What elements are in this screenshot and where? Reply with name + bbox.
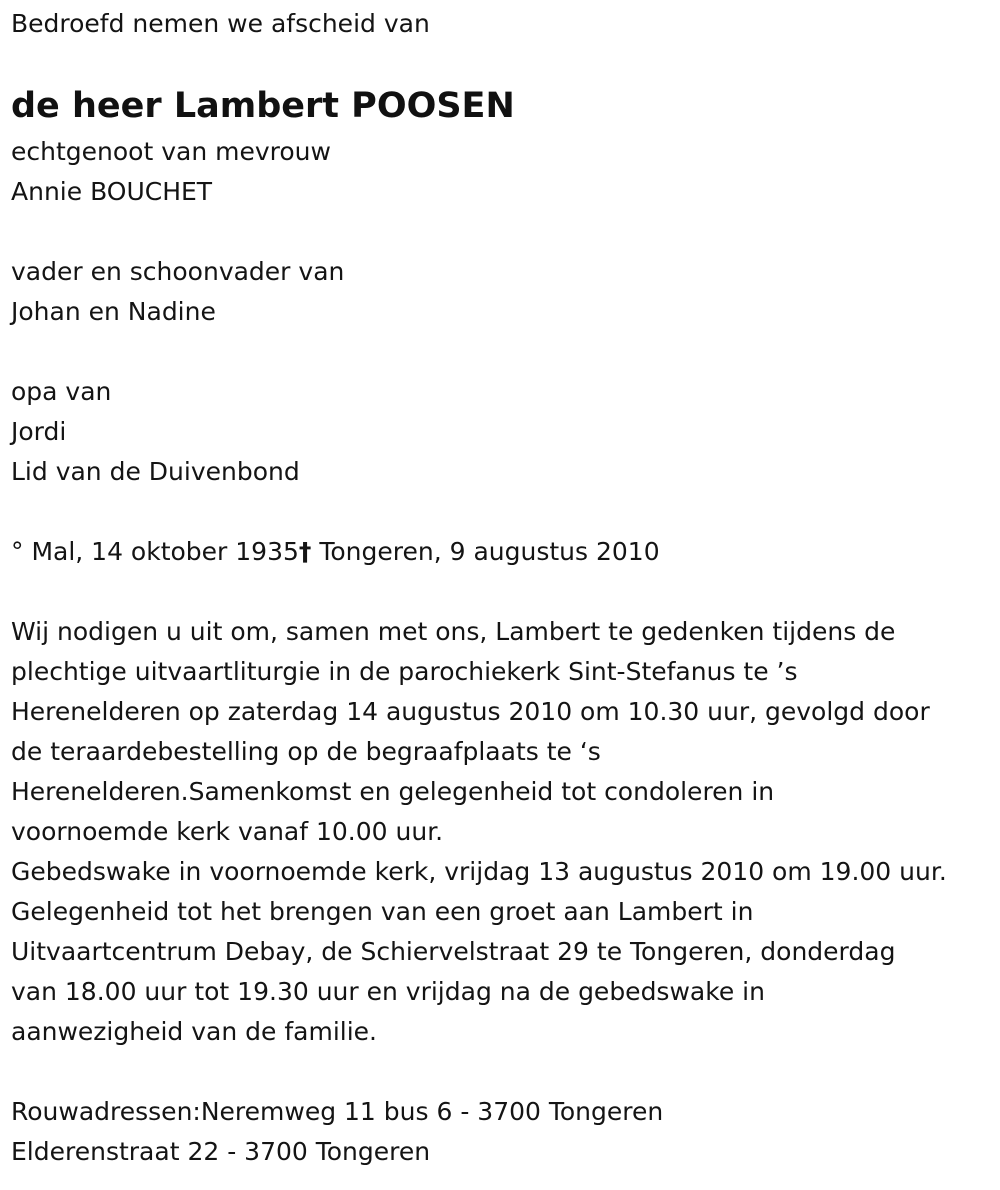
ceremony-paragraph bbox=[11, 612, 996, 1052]
spouse-label: echtgenoot van mevrouw bbox=[11, 137, 331, 166]
spacer bbox=[11, 1052, 996, 1092]
membership-text: Lid van de Duivenbond bbox=[11, 457, 300, 486]
ceremony-line: Gelegenheid tot het brengen van een groet aan Lambert in bbox=[11, 897, 754, 926]
life-dates bbox=[11, 532, 996, 572]
spacer bbox=[11, 572, 996, 612]
grandchildren-label: opa van bbox=[11, 377, 112, 406]
ceremony-line: voornoemde kerk vanaf 10.00 uur. bbox=[11, 817, 444, 846]
intro-text: Bedroefd nemen we afscheid van bbox=[11, 9, 430, 38]
children-label: vader en schoonvader van bbox=[11, 257, 345, 286]
obituary-notice bbox=[11, 4, 996, 1172]
spacer bbox=[11, 212, 996, 252]
deceased-name: de heer Lambert POOSEN bbox=[11, 86, 515, 126]
mourning-address: Rouwadressen:Neremweg 11 bus 6 - 3700 Tongeren bbox=[11, 1097, 664, 1126]
cross-icon: † bbox=[298, 537, 312, 566]
ceremony-line: de teraardebestelling op de begraafplaats te ‘s bbox=[11, 737, 601, 766]
ceremony-line: Wij nodigen u uit om, samen met ons, Lambert te gedenken tijdens de bbox=[11, 617, 896, 646]
children-names: Johan en Nadine bbox=[11, 297, 216, 326]
ceremony-line: Herenelderen.Samenkomst en gelegenheid tot condoleren in bbox=[11, 777, 775, 806]
ceremony-line: Uitvaartcentrum Debay, de Schiervelstraat 29 te Tongeren, donderdag bbox=[11, 937, 896, 966]
death-date: Tongeren, 9 augustus 2010 bbox=[311, 537, 660, 566]
birth-date: ° Mal, 14 oktober 1935 bbox=[11, 537, 299, 566]
ceremony-line: aanwezigheid van de familie. bbox=[11, 1017, 377, 1046]
spacer bbox=[11, 492, 996, 532]
ceremony-line: plechtige uitvaartliturgie in de parochiekerk Sint-Stefanus te ’s bbox=[11, 657, 798, 686]
spouse-name: Annie BOUCHET bbox=[11, 177, 213, 206]
spacer bbox=[11, 332, 996, 372]
grandchildren-names: Jordi bbox=[11, 417, 67, 446]
ceremony-line: Gebedswake in voornoemde kerk, vrijdag 13 augustus 2010 om 19.00 uur. bbox=[11, 857, 947, 886]
ceremony-line: Herenelderen op zaterdag 14 augustus 2010 om 10.30 uur, gevolgd door bbox=[11, 697, 930, 726]
mourning-address: Elderenstraat 22 - 3700 Tongeren bbox=[11, 1137, 431, 1166]
ceremony-line: van 18.00 uur tot 19.30 uur en vrijdag na de gebedswake in bbox=[11, 977, 765, 1006]
